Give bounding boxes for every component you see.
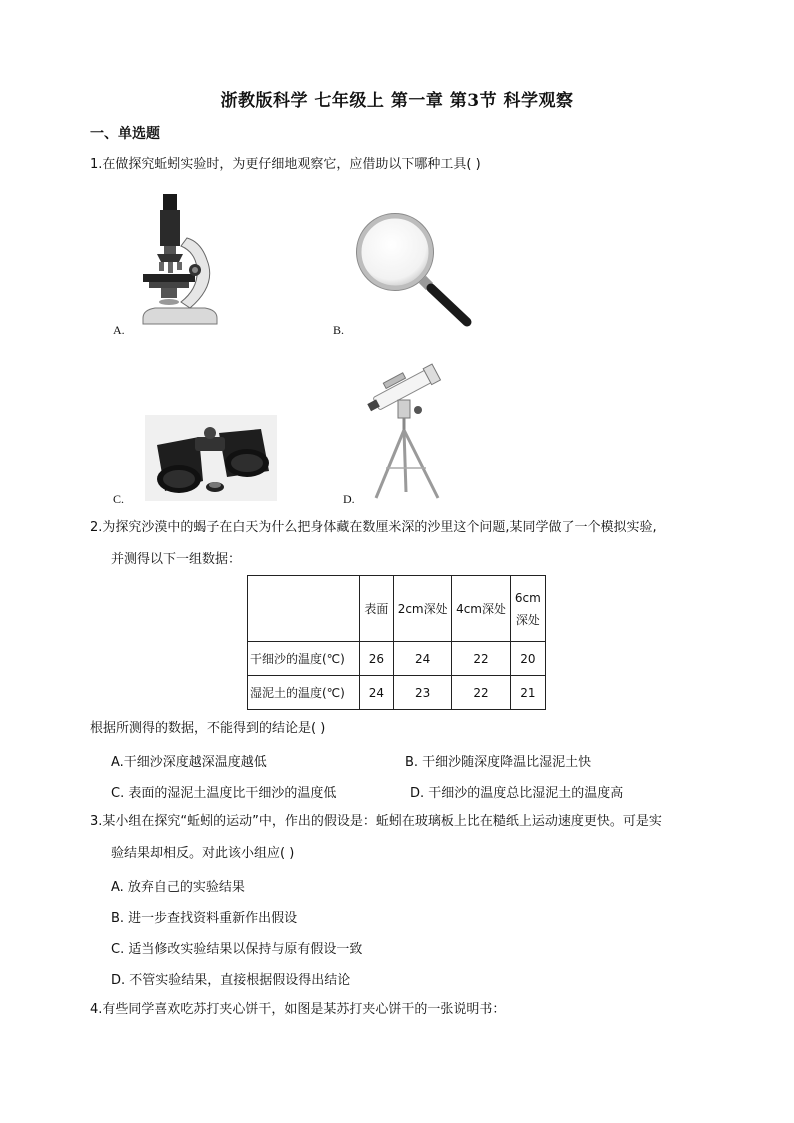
page-title: 浙教版科学 七年级上 第一章 第3节 科学观察 [220,91,574,111]
table-header-cell: 2cm深处 [393,576,451,642]
q3-option-d[interactable]: D. 不管实验结果，直接根据假设得出结论 [111,973,351,988]
table-cell: 21 [510,676,545,710]
q2-prompt: 根据所测得的数据，不能得到的结论是( ) [90,721,326,736]
q3-stem-line2: 验结果却相反。对此该小组应( ) [111,846,295,861]
table-cell: 23 [393,676,451,710]
table-row [248,676,546,710]
table-header-6cm-line1: 6cm [514,590,541,605]
binoculars-image[interactable] [145,415,277,501]
q2-stem-line2: 并测得以下一组数据： [111,552,242,567]
q2-stem-line1: 2.为探究沙漠中的蝎子在白天为什么把身体藏在数厘米深的沙里这个问题,某同学做了一个模拟实验, [90,520,657,535]
table-header-cell: 表面 [359,576,393,642]
table-row-label: 湿泥土的温度(℃) [248,676,360,710]
q3-option-c[interactable]: C. 适当修改实验结果以保持与原有假设一致 [111,942,363,957]
table-header-6cm-line2: 深处 [515,612,540,627]
q1-stem: 1.在做探究蚯蚓实验时，为更仔细地观察它，应借助以下哪种工具( ) [90,157,481,172]
table-header-cell: 4cm深处 [452,576,510,642]
table-header-row [248,576,546,642]
q1-option-d-label[interactable]: D. [343,492,355,506]
table-header-cell [510,576,545,642]
q4-stem: 4.有些同学喜欢吃苏打夹心饼干，如图是某苏打夹心饼干的一张说明书： [90,1002,506,1017]
q3-stem-line1: 3.某小组在探究“蚯蚓的运动”中，作出的假设是：蚯蚓在玻璃板上比在糙纸上运动速度更快。可是实 [90,814,662,829]
table-cell: 22 [452,642,510,676]
table-cell: 24 [393,642,451,676]
telescope-image[interactable] [360,352,450,502]
section-heading: 一、单选题 [90,126,160,142]
q2-option-b[interactable]: B. 干细沙随深度降温比湿泥土快 [405,755,592,770]
table-cell: 20 [510,642,545,676]
table-cell: 22 [452,676,510,710]
table-row [248,642,546,676]
q2-option-c[interactable]: C. 表面的湿泥土温度比干细沙的温度低 [111,786,337,801]
q1-option-b-label[interactable]: B. [333,323,345,337]
q3-option-b[interactable]: B. 进一步查找资料重新作出假设 [111,911,298,926]
q2-option-d[interactable]: D. 干细沙的温度总比湿泥土的温度高 [410,786,624,801]
table-cell: 24 [359,676,393,710]
q2-option-a[interactable]: A.干细沙深度越深温度越低 [111,755,267,770]
magnifying-glass-image[interactable] [355,212,477,332]
q2-data-table [247,575,546,710]
table-cell: 26 [359,642,393,676]
q1-option-c-label[interactable]: C. [113,492,125,506]
table-header-cell [248,576,360,642]
q1-option-a-label[interactable]: A. [113,323,125,337]
table-row-label: 干细沙的温度(℃) [248,642,360,676]
microscope-image[interactable] [135,190,225,330]
q3-option-a[interactable]: A. 放弃自己的实验结果 [111,880,245,895]
